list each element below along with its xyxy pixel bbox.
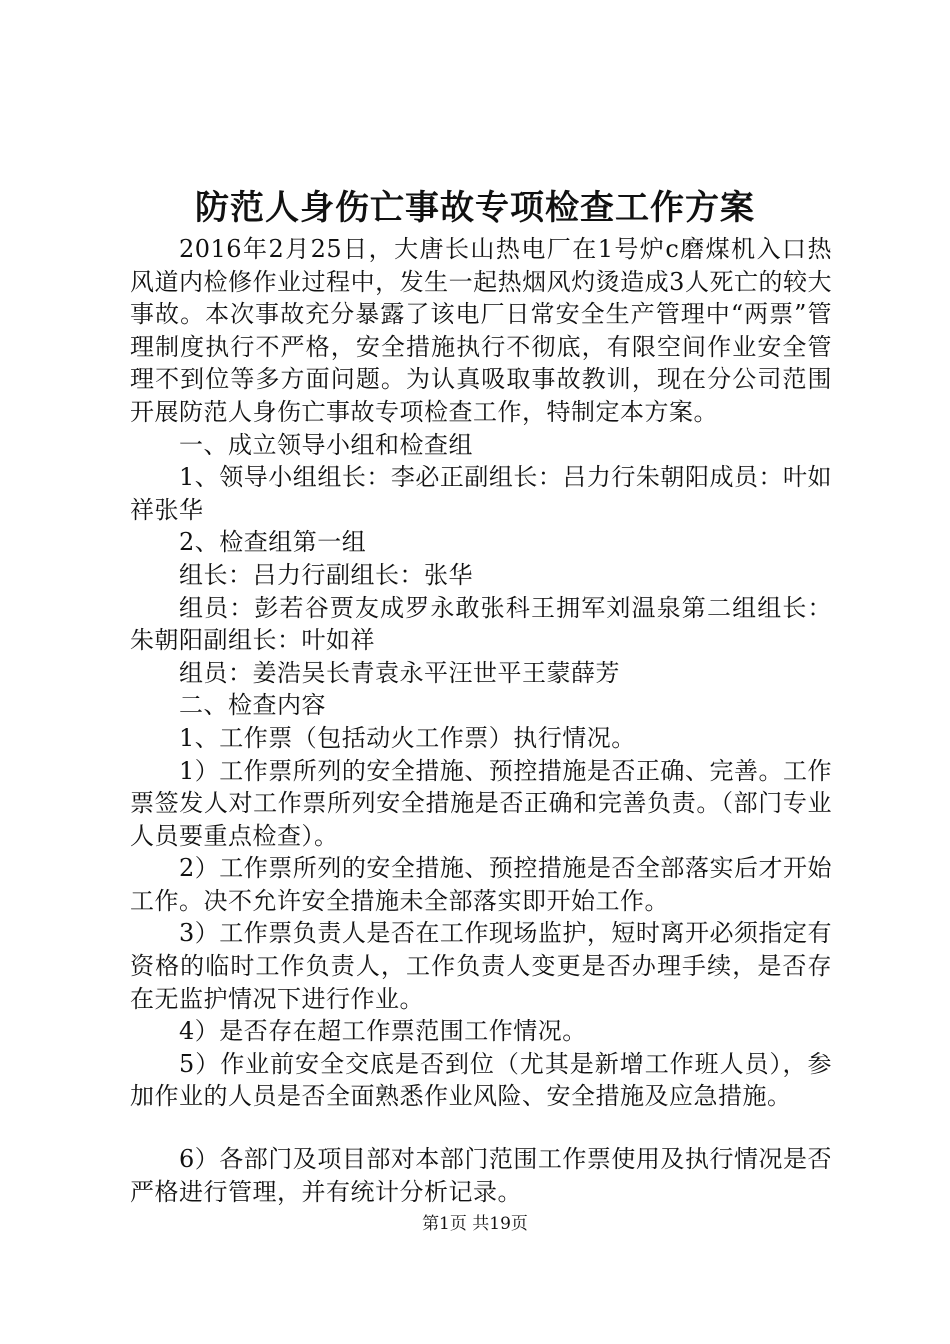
paragraph-item-2: 2）工作票所列的安全措施、预控措施是否全部落实后才开始工作。决不允许安全措施未全部落实即开始工作。 bbox=[130, 854, 832, 915]
paragraph-leadership-group: 1、领导小组组长：李必正副组长：吕力行朱朝阳成员：叶如祥张华 bbox=[130, 463, 832, 524]
section-heading-leadership: 一、成立领导小组和检查组 bbox=[179, 430, 473, 459]
paragraph-item-1: 1）工作票所列的安全措施、预控措施是否正确、完善。工作票签发人对工作票所列安全措施是否正确和完善负责。（部门专业人员要重点检查）。 bbox=[130, 756, 832, 850]
section-heading-content: 二、检查内容 bbox=[179, 691, 326, 720]
document-title: 防范人身伤亡事故专项检查工作方案 bbox=[195, 188, 755, 228]
page-footer: 第1页 共19页 bbox=[422, 1214, 528, 1234]
paragraph-group-1-members: 组员：彭若谷贾友成罗永敢张科王拥军刘温泉第二组组长：朱朝阳副组长：叶如祥 bbox=[130, 593, 832, 655]
paragraph-item-5: 5）作业前安全交底是否到位（尤其是新增工作班人员），参加作业的人员是否全面熟悉作业风险、安全措施及应急措施。 bbox=[130, 1049, 832, 1111]
paragraph-item-4: 4）是否存在超工作票范围工作情况。 bbox=[179, 1017, 587, 1046]
paragraph-group-1-leaders: 组长：吕力行副组长：张华 bbox=[179, 560, 473, 589]
paragraph-group-2-members: 组员：姜浩吴长青袁永平汪世平王蒙薛芳 bbox=[179, 658, 620, 687]
paragraph-item-3: 3）工作票负责人是否在工作现场监护，短时离开必须指定有资格的临时工作负责人，工作负责人变更是否办理手续，是否存在无监护情况下进行作业。 bbox=[130, 919, 832, 1013]
paragraph-item-6: 6）各部门及项目部对本部门范围工作票使用及执行情况是否严格进行管理，并有统计分析记录。 bbox=[130, 1145, 832, 1206]
paragraph-spacer bbox=[130, 1113, 832, 1143]
paragraph-intro: 2016年2月25日，大唐长山热电厂在1号炉c磨煤机入口热风道内检修作业过程中，发生一起热烟风灼烫造成3人死亡的较大事故。本次事故充分暴露了该电厂日常安全生产管理中“两票”管理制度执行不严格，安全措施执行不彻底，有限空间作业安全管理不到位等多方面问题。为认真吸取事故教训，现在分公司范围开展防范人身伤亡事故专项检查工作，特制定本方案。 bbox=[130, 235, 832, 426]
document-body bbox=[130, 233, 832, 1208]
paragraph-work-ticket: 1、工作票（包括动火工作票）执行情况。 bbox=[179, 723, 636, 752]
paragraph-inspection-group-1: 2、检查组第一组 bbox=[179, 528, 367, 557]
